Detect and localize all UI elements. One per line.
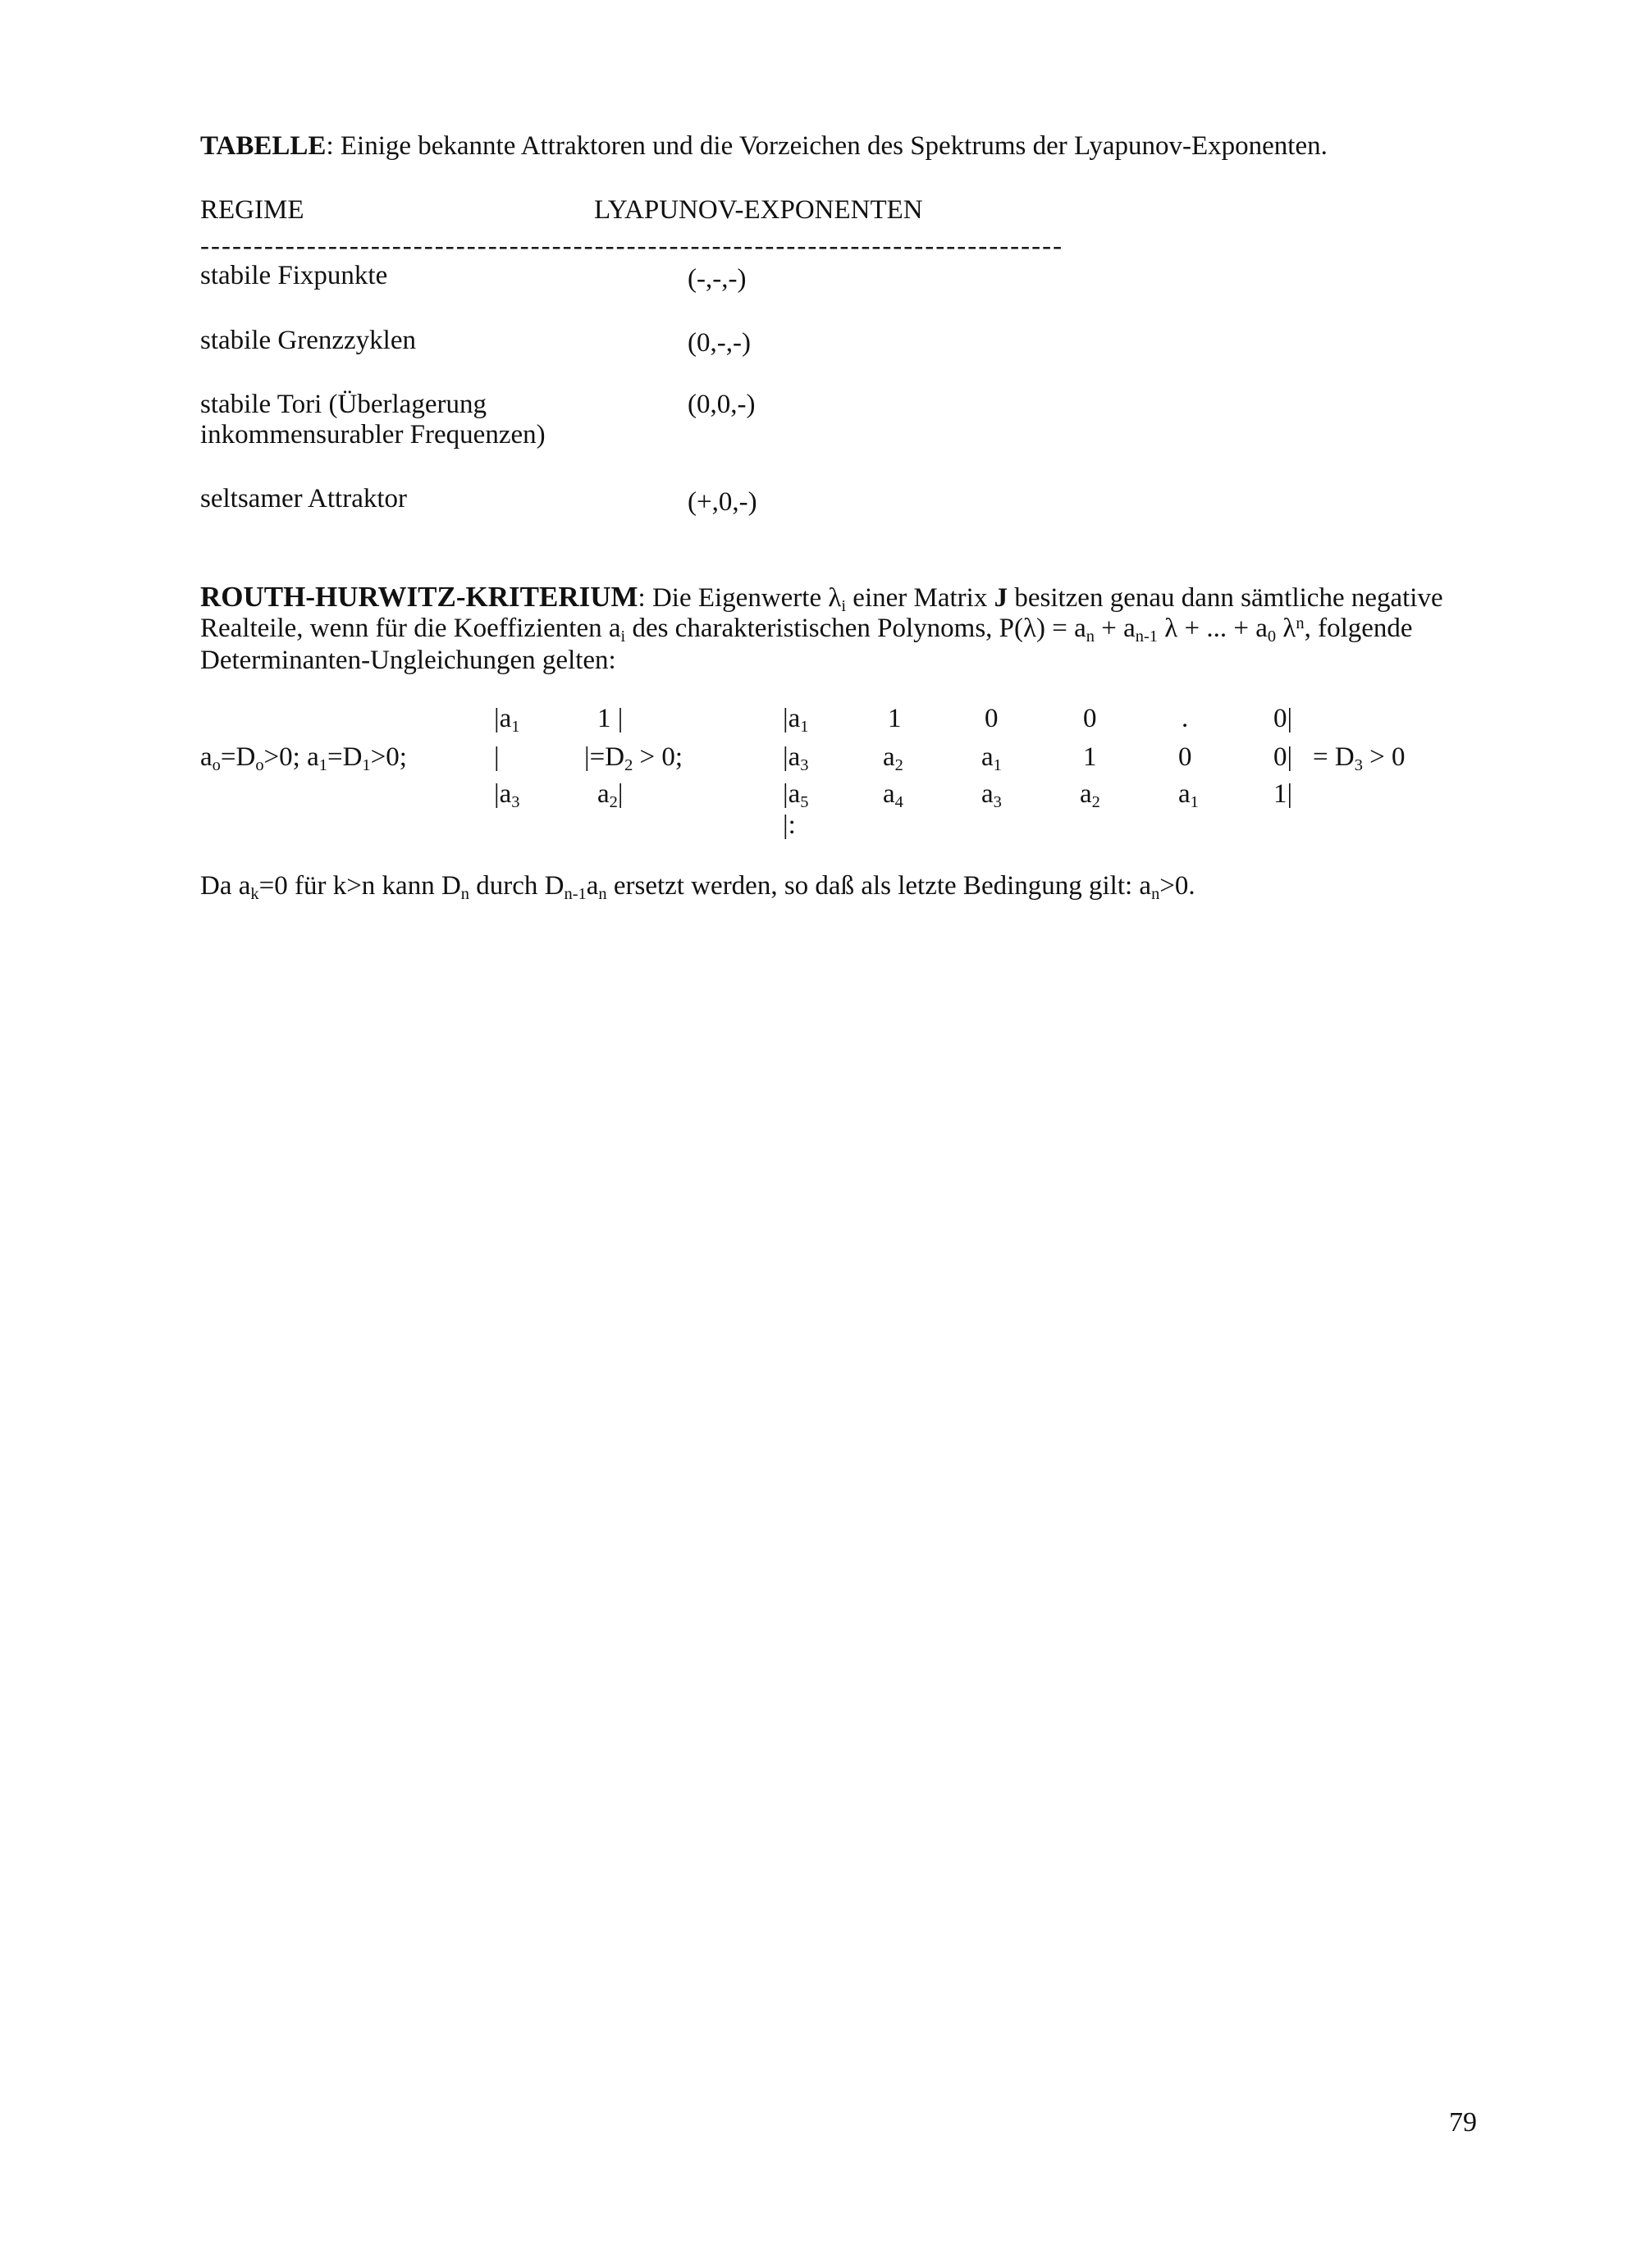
criterion-text: λ	[1276, 614, 1296, 643]
matrix-entry: 0|	[1273, 704, 1293, 733]
matrix-entry: $a_2$	[1080, 779, 1100, 812]
matrix-entry: $a_4$	[883, 779, 903, 812]
criterion-text: : Die Eigenwerte λ	[638, 583, 842, 613]
matrix-entry: 0	[1178, 742, 1192, 772]
matrix-entry: 0	[985, 704, 999, 733]
closing-text: =0 für k>n kann D	[258, 871, 461, 901]
page-number: 79	[1449, 2107, 1477, 2138]
condition-subscript: o	[255, 756, 264, 775]
matrix-entry: $|a_3$	[494, 779, 520, 812]
condition-text: >0; a	[263, 742, 319, 772]
criterion-text: , folgende	[1304, 614, 1413, 643]
criterion-text: λ + ... + a	[1158, 614, 1268, 643]
closing-subscript: n	[460, 885, 470, 904]
matrix-entry: 0|	[1273, 742, 1293, 772]
matrix-entry: $a_3$	[981, 779, 1002, 812]
condition-subscript: o	[212, 756, 221, 775]
column-header-exponents: LYAPUNOV-EXPONENTEN	[594, 195, 923, 225]
caption-label: TABELLE	[200, 131, 327, 161]
matrix-entry: $|a_1$	[783, 704, 809, 737]
matrix-entry: $|a_1$	[494, 704, 520, 737]
condition-text: |=D	[584, 742, 625, 772]
matrix-symbol: J	[994, 583, 1008, 613]
criterion-subscript: n	[1086, 627, 1095, 646]
closing-text: durch D	[469, 871, 565, 901]
table-row-signs: (0,0,-)	[688, 390, 756, 419]
criterion-line-3: Determinanten-Ungleichungen gelten:	[200, 646, 616, 675]
column-header-regime: REGIME	[200, 195, 304, 225]
table-divider: ---------------------------------------------------------------------------------	[200, 231, 1064, 261]
closing-text: a	[586, 871, 599, 901]
criterion-superscript: n	[1296, 614, 1305, 632]
condition-subscript: 1	[318, 756, 327, 775]
matrix-entry: .	[1182, 704, 1189, 733]
table-row-signs: (0,-,-)	[688, 328, 751, 358]
condition-text: a	[200, 742, 213, 772]
matrix-entry: $a_2$	[883, 742, 903, 775]
condition-subscript: 2	[624, 756, 633, 775]
table-caption	[200, 131, 1328, 162]
condition-text: >0;	[370, 742, 407, 772]
criterion-heading: ROUTH-HURWITZ-KRITERIUM	[200, 581, 638, 613]
criterion-text: + a	[1095, 614, 1136, 643]
matrix-entry: 1 |	[597, 704, 624, 733]
condition-text: =D	[327, 742, 363, 772]
closing-subscript: n	[598, 885, 607, 904]
determinant-d3-result	[1313, 742, 1406, 773]
table-row-regime: stabile Tori (Überlagerung	[200, 390, 487, 419]
determinant-d2-result	[584, 742, 683, 773]
criterion-line-2	[200, 614, 1413, 645]
criterion-subscript: i	[841, 597, 847, 616]
matrix-entry: $a_2|$	[597, 779, 624, 812]
criterion-text: einer Matrix	[846, 583, 994, 613]
matrix-entry: 0	[1083, 704, 1097, 733]
closing-text: ersetzt werden, so daß als letzte Bedingung gilt: a	[606, 871, 1152, 901]
closing-text: Da a	[200, 871, 251, 901]
matrix-entry: $a_1$	[981, 742, 1002, 775]
table-row-regime-continued: inkommensurabler Frequenzen)	[200, 420, 546, 449]
matrix-entry: $|a_5$	[783, 779, 809, 812]
matrix-entry: $a_1$	[1178, 779, 1199, 812]
condition-d0-d1	[200, 742, 407, 773]
matrix-entry: $|a_3$	[783, 742, 809, 775]
table-row-regime: seltsamer Attraktor	[200, 484, 408, 513]
criterion-subscript: n-1	[1135, 627, 1159, 646]
matrix-entry: 1	[888, 704, 902, 733]
condition-text: > 0	[1362, 742, 1406, 772]
table-row-regime: stabile Fixpunkte	[200, 261, 388, 290]
condition-text: > 0;	[633, 742, 683, 772]
table-row-signs: (+,0,-)	[688, 487, 757, 517]
closing-sentence	[200, 871, 1195, 902]
table-row-regime: stabile Grenzzyklen	[200, 326, 416, 355]
criterion-text: Realteile, wenn für die Koeffizienten a	[200, 614, 621, 643]
matrix-ellipsis: |:	[783, 810, 796, 840]
condition-subscript: 3	[1354, 756, 1363, 775]
condition-text: = D	[1313, 742, 1355, 772]
matrix-bar: |	[494, 742, 500, 772]
closing-subscript: k	[250, 885, 259, 904]
condition-text: =D	[220, 742, 256, 772]
closing-text: >0.	[1159, 871, 1195, 901]
criterion-text: des charakteristischen Polynoms, P(λ) = a	[625, 614, 1086, 643]
condition-subscript: 1	[362, 756, 371, 775]
criterion-subscript: i	[620, 627, 626, 646]
criterion-subscript: 0	[1267, 627, 1277, 646]
criterion-line-1	[200, 581, 1443, 614]
criterion-text: besitzen genau dann sämtliche negative	[1008, 583, 1443, 613]
matrix-entry: 1	[1083, 742, 1097, 772]
matrix-entry: 1|	[1273, 779, 1293, 809]
caption-text: : Einige bekannte Attraktoren und die Vorzeichen des Spektrums der Lyapunov-Exponenten.	[326, 131, 1328, 161]
table-row-signs: (-,-,-)	[688, 264, 747, 294]
closing-subscript: n	[1151, 885, 1160, 904]
closing-subscript: n-1	[564, 885, 587, 904]
